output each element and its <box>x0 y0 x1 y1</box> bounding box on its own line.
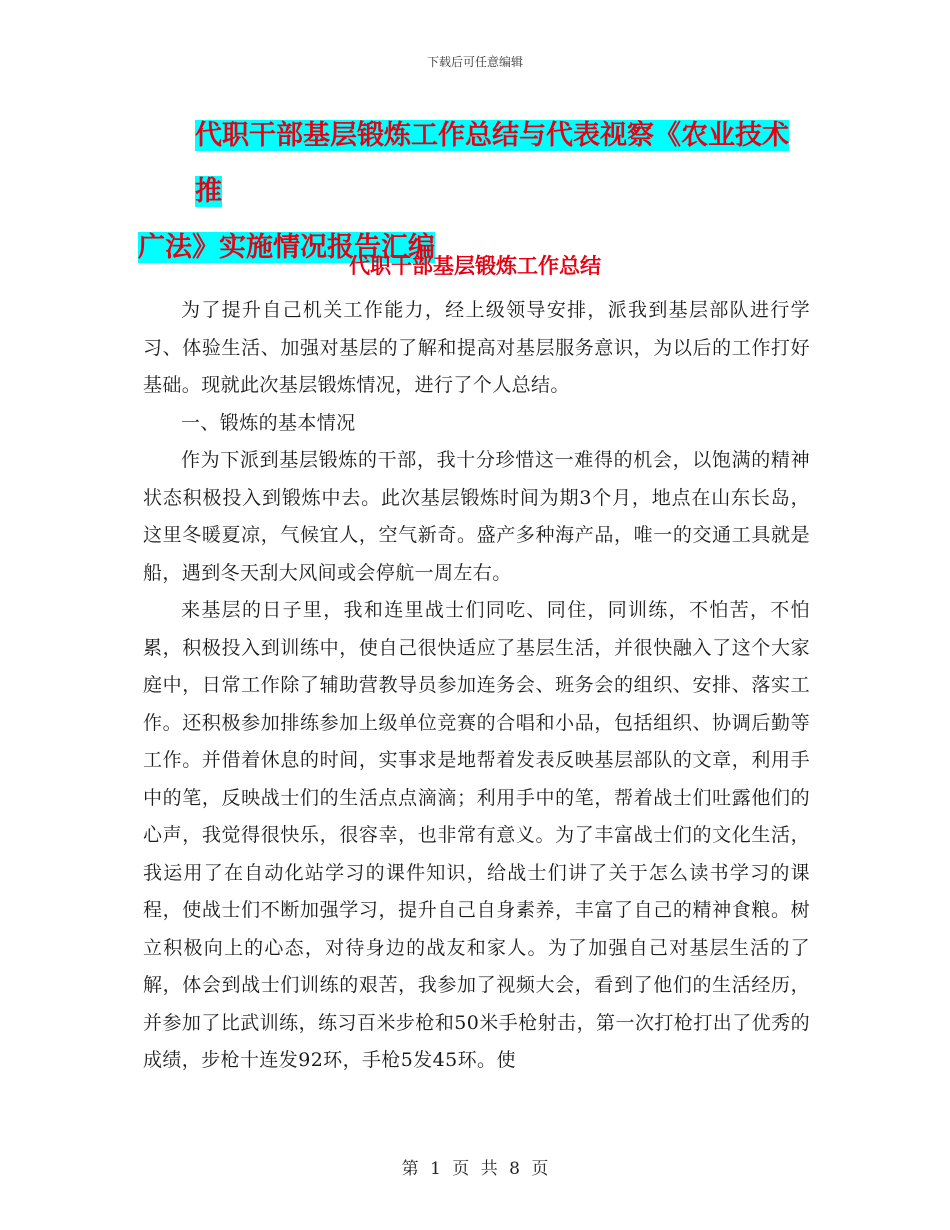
paragraph-daily-life: 来基层的日子里，我和连里战士们同吃、同住，同训练，不怕苦，不怕累，积极投入到训练中，使自己很快适应了基层生活，并很快融入了这个大家庭中，日常工作除了辅助营教导员参加连务会、班务会的组织、安排、落实工作。还积极参加排练参加上级单位竞赛的合唱和小品，包括组织、协调后勤等工作。并借着休息的时间，实事求是地帮着发表反映基层部队的文章，利用手中的笔，反映战士们的生活点点滴滴；利用手中的笔，帮着战士们吐露他们的心声，我觉得很快乐，很容幸，也非常有意义。为了丰富战士们的文化生活，我运用了在自动化站学习的课件知识，给战士们讲了关于怎么读书学习的课程，使战士们不断加强学习，提升自己自身素养，丰富了自己的精神食粮。树立积极向上的心态，对待身边的战友和家人。为了加强自己对基层生活的了解，体会到战士们训练的艰苦，我参加了视频大会，看到了他们的生活经历，并参加了比武训练，练习百米步枪和50米手枪射击，第一次打枪打出了优秀的成绩，步枪十连发92环，手枪5发45环。使 <box>143 599 810 1071</box>
document-title-line-2: 广法》实施情况报告汇编 <box>138 232 435 263</box>
subheading-basic-situation: 一、锻炼的基本情况 <box>181 411 356 434</box>
paragraph-intro: 为了提升自己机关工作能力，经上级领导安排，派我到基层部队进行学习、体验生活、加强对基层的了解和提高对基层服务意识，为以后的工作打好基础。现就此次基层锻炼情况，进行了个人总结。 <box>143 299 810 396</box>
body-text <box>143 292 810 1080</box>
page-header-note: 下载后可任意编辑 <box>426 55 523 69</box>
page-number-footer: 第 1 页 共 8 页 <box>401 1159 549 1179</box>
paragraph-assignment: 作为下派到基层锻炼的干部，我十分珍惜这一难得的机会，以饱满的精神状态积极投入到锻炼中去。此次基层锻炼时间为期3个月，地点在山东长岛，这里冬暖夏凉，气候宜人，空气新奇。盛产多种海产品，唯一的交通工具就是船，遇到冬天刮大风间或会停航一周左右。 <box>143 449 810 584</box>
document-title-line-1: 代职干部基层锻炼工作总结与代表视察《农业技术推 <box>195 120 789 207</box>
section-title: 代职干部基层锻炼工作总结 <box>349 254 601 278</box>
